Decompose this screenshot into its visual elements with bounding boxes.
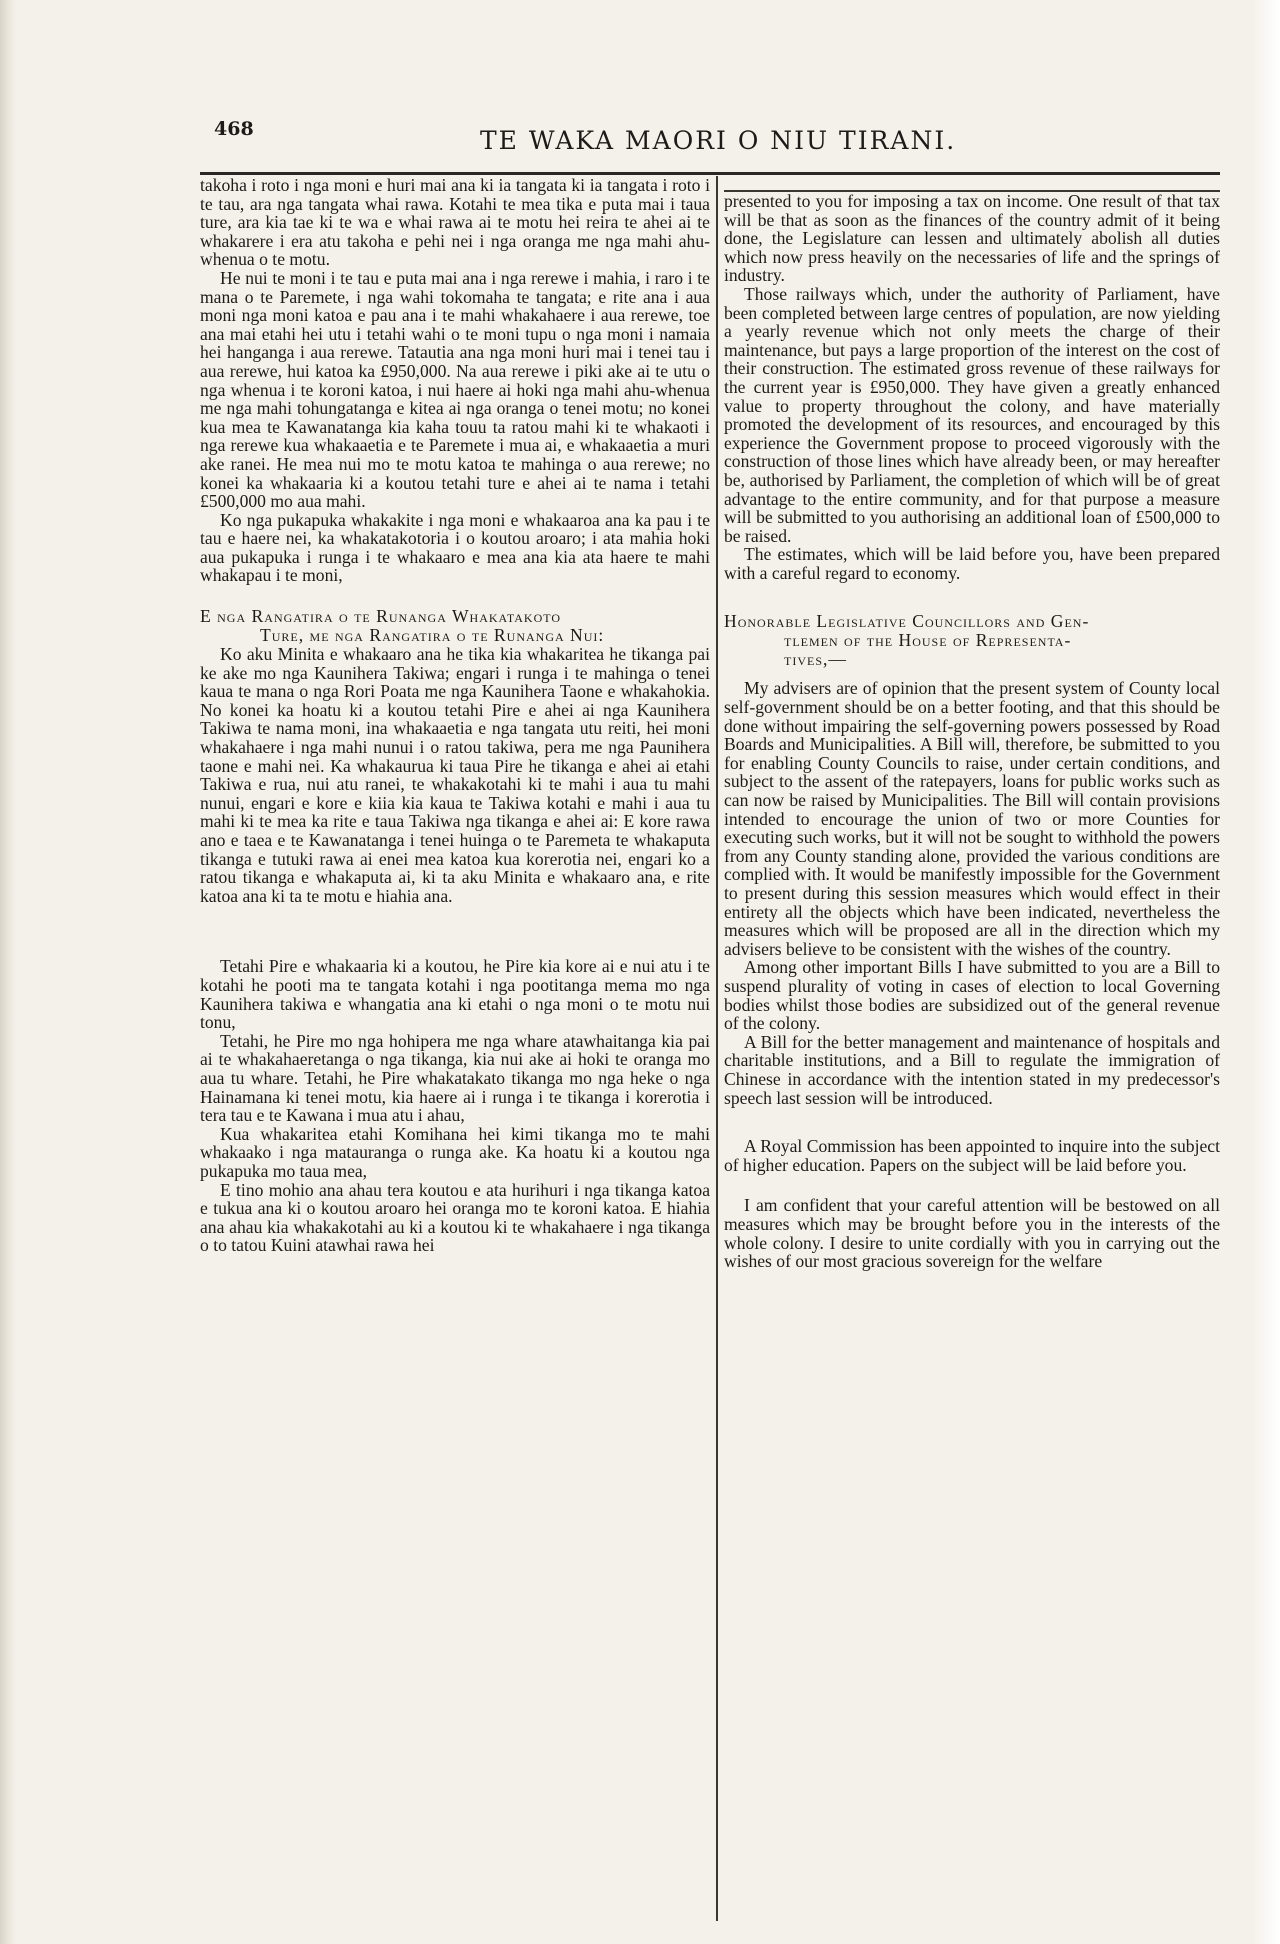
maori-paragraph-6: Tetahi, he Pire mo nga hohipera me nga whare atawhaitanga kia pai ai te whakahaeretanga o nga tikanga, kia nui ake ai hoki te oranga mo aua tu whare. Tetahi, he Pire whakatakato tikanga mo nga heke o nga Hainamana ki tenei motu, kia haere ai i runga i te tikanga i korerotia i tera tau e te Kawana i mua atu i ahau, <box>200 1030 710 1126</box>
english-paragraph-5: Among other important Bills I have submitted to you are a Bill to suspend plurality of voting in cases of election to local Governing bodies whilst those bodies are subsidized out of the general revenue of the colony. <box>724 957 1220 1034</box>
english-paragraph-3: The estimates, which will be laid before you, have been prepared with a careful regard to economy. <box>724 544 1220 583</box>
maori-paragraph-2: He nui te moni i te tau e puta mai ana i nga rerewe i mahia, i raro i te mana o te Paremete, i nga wahi tokomaha te tangata; e rite ana i aua moni nga moni katoa e pau ana i te mahi whakahaere i aua rerewe, toe ana mai etahi hei utu i tetahi wahi o te moni tupu o nga moni i namaia hei hanganga i aua rerewe. Tatautia ana nga moni huri mai i tenei tau i aua rerewe, hui katoa ka £950,000. Na aua rerewe i piki ake ai te utu o nga whenua i te koroni katoa, i nui haere ai hoki nga mahi ahu-whenua me nga mahi tohungatanga e kitea ai nga oranga o tenei motu; no konei kua mea te Kawanatanga kia kaha touu ta ratou mahi ki te whakaoti i nga rerewe kua whakaaetia e te Paremete i mua ai, e whakaaetia a muri ake ranei. He mea nui mo te motu katoa te mahinga o aua rerewe; no konei ka whakaaria ki a koutou tetahi ture e ahei ai te nama i tetahi £500,000 mo aua mahi. <box>200 267 710 512</box>
maori-paragraph-1: takoha i roto i nga moni e huri mai ana ki ia tangata ki ia tangata i roto i te tau, ara nga tangata whai rawa. Kotahi te mea tika e puta mai i taua ture, ara kia tae ki te wa e whai rawa ai te motu hei reira te ahei ai te whakarere i era atu takoha e pehi nei i nga oranga me nga mahi ahu-whenua o te motu. <box>200 175 710 270</box>
maori-paragraph-5: Tetahi Pire e whakaaria ki a koutou, he Pire kia kore ai e nui atu i te kotahi he pooti ma te tangata kotahi i nga pootitanga mema mo nga Kaunihera takiwa e whangatia ana ki etahi o nga moni o te motu nui tonu, <box>200 956 710 1033</box>
page-number: 468 <box>214 118 254 140</box>
maori-paragraph-8: E tino mohio ana ahau tera koutou e ata hurihuri i nga tikanga katoa e tukua ana ki o koutou aroaro hei oranga mo te koroni katoa. E hiahia ana ahau kia whakakotahi au ki a koutou ki te whakahaere i nga tikanga o to tatou Kuini atawhai rawa hei <box>200 1179 710 1256</box>
page-binding-edge <box>0 0 16 1944</box>
spacer <box>724 582 1220 612</box>
maori-column <box>200 176 710 1921</box>
maori-paragraph-4: Ko aku Minita e whakaaro ana he tika kia whakaritea he tikanga pai ke ake mo nga Kaunihera Takiwa; engari i runga i te mahinga o tenei kaua te mana o nga Rori Poata me nga Kaunihera Taone e whakahokia. No konei ka hoatu ki a koutou tetahi Pire e ahei ai nga Kaunihera Takiwa te nama moni, ina whakaaetia e nga tangata utu reiti, hei moni whakahaere i nga mahi nunui i o ratou takiwa, pera me nga Paunihera taone e mahi nei. Ka whakaurua ki taua Pire he tikanga e ahei ai etahi Takiwa e rua, nui atu ranei, te whakakotahi ki te mahi i aua tu mahi nunui, engari e kore e kiia kia kaua te Takiwa kotahi e mahi i aua tu mahi ki te mea ka rite e taua Takiwa nga tikanga e ahei ai: E kore rawa ano e taea e te Kawanatanga i tenei huinga o te Paremeta te whakaputa tikanga e tutuki rawa ai enei mea katoa kua korerotia nei, engari ko a ratou tikanga e whakaputa ai, ki ta aku Minita e whakaaro ana, e rite katoa ana ki ta te motu e hiahia ana. <box>200 644 710 906</box>
english-paragraph-8: I am confident that your careful attention will be bestowed on all measures which may be brought before you in the interests of the whole colony. I desire to unite cordially with you in carrying out the wishes of our most gracious sovereign for the welfare <box>724 1195 1220 1272</box>
english-paragraph-1: presented to you for imposing a tax on income. One result of that tax will be that as soon as the finances of the country admit of it being done, the Legislature can lessen and ultimately abolish all duties which now press heavily on the necessaries of life and the springs of industry. <box>724 191 1220 286</box>
maori-heading-line-2: Ture, me nga Rangatira o te Runanga Nui: <box>260 625 605 646</box>
english-paragraph-7: A Royal Commission has been appointed to inquire into the subject of higher education. Papers on the subject will be laid before you. <box>724 1136 1220 1175</box>
maori-section-heading <box>200 607 710 645</box>
spacer <box>724 1107 1220 1137</box>
english-heading-line-1: Honorable Legislative Councillors and Gen- <box>724 611 1090 632</box>
english-paragraph-2: Those railways which, under the authority of Parliament, have been completed between large centres of population, are now yielding a yearly revenue which not only meets the charge of their maintenance, but pays a large proportion of the interest on the cost of their construction. The estimated gross revenue of these railways for the current year is £950,000. They have given a greatly enhanced value to property throughout the colony, and have materially promoted the development of its resources, and encouraged by this experience the Government propose to proceed vigorously with the construction of those lines which have already been, or may hereafter be, authorised by Parliament, the completion of which will be of great advantage to the entire community, and for that purpose a measure will be submitted to you authorising an additional loan of £500,000 to be raised. <box>724 283 1220 546</box>
spacer <box>724 176 1220 192</box>
english-paragraph-4: My advisers are of opinion that the present system of County local self-government should be on a better footing, and that this should be done without impairing the self-governing powers possessed by Road Boards and Municipalities. A Bill will, therefore, be submitted to you for enabling County Councils to raise, under certain conditions, and subject to the assent of the ratepayers, loans for public works such as can now be raised by Municipalities. The Bill will contain provisions intended to encourage the union of two or more Counties for executing such works, but it will not be sought to withhold the powers from any County standing alone, provided the various conditions are complied with. It would be manifestly impossible for the Government to present during this session measures which would effect in their entirety all the objects which have been indicated, nevertheless the measures which will be proposed are all in the direction which my advisers believe to be consistent with the wishes of the country. <box>724 678 1220 959</box>
page-right-edge <box>1252 0 1280 1944</box>
spacer <box>200 905 710 957</box>
english-section-heading <box>724 612 1220 669</box>
english-column <box>724 176 1220 1921</box>
column-divider <box>716 176 718 1921</box>
maori-heading-line-1: E nga Rangatira o te Runanga Whakatakoto <box>200 606 562 627</box>
english-paragraph-6: A Bill for the better management and maintenance of hospitals and charitable institutions, and a Bill to regulate the immigration of Chinese in accordance with the intention stated in my predecessor's speech last session will be introduced. <box>724 1031 1220 1108</box>
english-heading-line-3: tives,— <box>784 649 847 670</box>
english-heading-line-2: tlemen of the House of Representa- <box>784 630 1072 651</box>
spacer <box>724 1174 1220 1196</box>
maori-paragraph-7: Kua whakaritea etahi Komihana hei kimi tikanga mo te mahi whakaako i nga matauranga o runga ake. Ka hoatu ki a koutou nga pukapuka mo taua mea, <box>200 1123 710 1181</box>
spacer <box>200 585 710 607</box>
maori-paragraph-3: Ko nga pukapuka whakakite i nga moni e whakaaroa ana ka pau i te tau e haere nei, ka whakatakotoria i o koutou aroaro; i ata mahia hoki aua pukapuka i runga i te whakaaro e mea ana kia ata haere te mahi whakapau i te moni, <box>200 509 710 586</box>
masthead-title: TE WAKA MAORI O NIU TIRANI. <box>480 126 957 155</box>
